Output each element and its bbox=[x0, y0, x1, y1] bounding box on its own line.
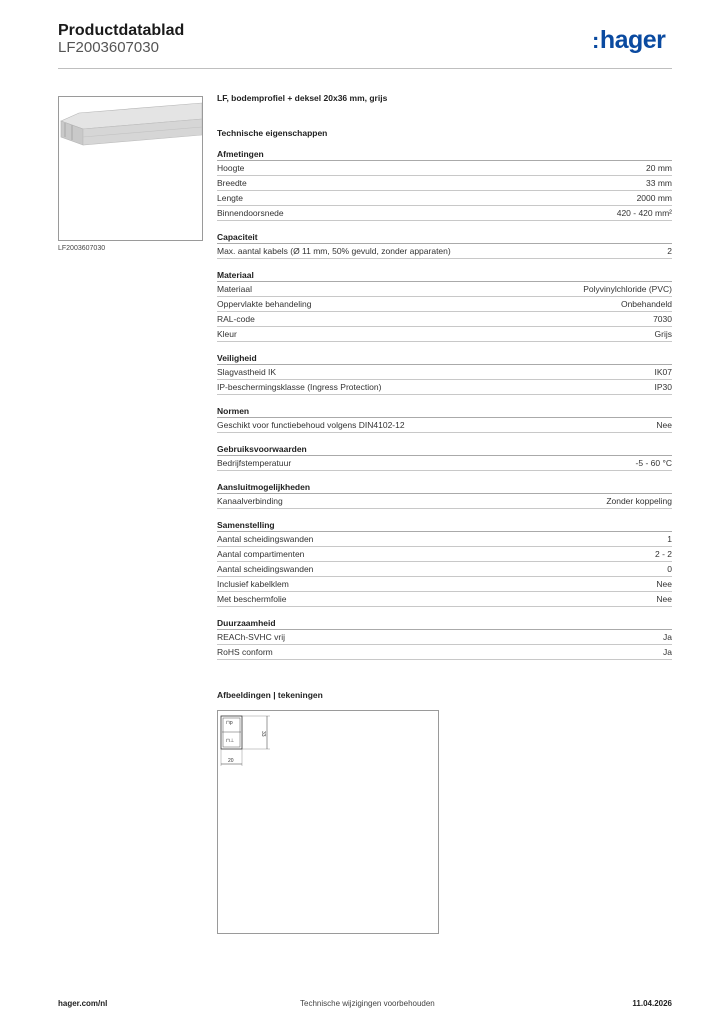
spec-label: Aantal scheidingswanden bbox=[217, 564, 314, 574]
image-caption: LF2003607030 bbox=[58, 245, 106, 252]
spec-row bbox=[217, 532, 672, 547]
dimension-width-label: 20 bbox=[228, 758, 234, 764]
spec-value: IK07 bbox=[654, 367, 672, 377]
spec-value: 2 - 2 bbox=[654, 549, 672, 559]
spec-row bbox=[217, 577, 672, 592]
spec-label: Hoogte bbox=[217, 163, 245, 173]
spec-section bbox=[217, 519, 672, 607]
section-title: Normen bbox=[217, 405, 672, 418]
spec-row bbox=[217, 176, 672, 191]
spec-row bbox=[217, 282, 672, 297]
spec-label: Oppervlakte behandeling bbox=[217, 299, 312, 309]
section-title: Capaciteit bbox=[217, 231, 672, 244]
spec-row bbox=[217, 161, 672, 176]
spec-value: 20 mm bbox=[646, 163, 672, 173]
spec-section bbox=[217, 617, 672, 660]
spec-row bbox=[217, 244, 672, 259]
section-title: Aansluitmogelijkheden bbox=[217, 481, 672, 494]
spec-section bbox=[217, 352, 672, 395]
spec-section bbox=[217, 443, 672, 471]
section-title: Gebruiksvoorwaarden bbox=[217, 443, 672, 456]
spec-section bbox=[217, 231, 672, 259]
section-title: Veiligheid bbox=[217, 352, 672, 365]
spec-label: Breedte bbox=[217, 178, 247, 188]
logo-text: hager bbox=[599, 26, 666, 54]
technical-properties-heading: Technische eigenschappen bbox=[217, 128, 328, 138]
spec-value: 2 bbox=[667, 246, 672, 256]
spec-section bbox=[217, 405, 672, 433]
footer-website: hager.com/nl bbox=[58, 999, 108, 1008]
spec-value: -5 - 60 °C bbox=[635, 458, 672, 468]
spec-row bbox=[217, 327, 672, 342]
spec-sections bbox=[217, 148, 672, 660]
footer-disclaimer: Technische wijzigingen voorbehouden bbox=[300, 999, 435, 1008]
spec-section bbox=[217, 269, 672, 342]
spec-value: 2000 mm bbox=[636, 193, 672, 203]
spec-value: Nee bbox=[656, 594, 672, 604]
spec-row bbox=[217, 592, 672, 607]
spec-label: RoHS conform bbox=[217, 647, 273, 657]
spec-label: RAL-code bbox=[217, 314, 255, 324]
spec-row bbox=[217, 418, 672, 433]
section-title: Samenstelling bbox=[217, 519, 672, 532]
spec-label: Inclusief kabelklem bbox=[217, 579, 289, 589]
spec-value: Zonder koppeling bbox=[606, 496, 672, 506]
footer-date: 11.04.2026 bbox=[632, 999, 672, 1008]
spec-value: 33 mm bbox=[646, 178, 672, 188]
spec-value: Nee bbox=[656, 579, 672, 589]
spec-row bbox=[217, 547, 672, 562]
product-code: LF2003607030 bbox=[58, 39, 159, 56]
svg-text:⊓p: ⊓p bbox=[226, 720, 233, 726]
svg-text:⊓⊥: ⊓⊥ bbox=[226, 738, 235, 744]
spec-row bbox=[217, 297, 672, 312]
spec-label: Slagvastheid IK bbox=[217, 367, 277, 377]
cable-duct-illustration bbox=[59, 97, 202, 240]
spec-label: Kanaalverbinding bbox=[217, 496, 283, 506]
spec-row bbox=[217, 206, 672, 221]
spec-value: Polyvinylchloride (PVC) bbox=[583, 284, 672, 294]
spec-row bbox=[217, 456, 672, 471]
section-title: Afmetingen bbox=[217, 148, 672, 161]
duct-cross-section-drawing bbox=[218, 711, 438, 933]
hager-logo: :hager bbox=[592, 26, 666, 54]
product-image bbox=[58, 96, 203, 241]
spec-row bbox=[217, 494, 672, 509]
spec-label: Max. aantal kabels (Ø 11 mm, 50% gevuld, zonder apparaten) bbox=[217, 246, 451, 256]
spec-value: Nee bbox=[656, 420, 672, 430]
spec-section bbox=[217, 481, 672, 509]
spec-value: Onbehandeld bbox=[620, 299, 672, 309]
dimension-height-label: 33 bbox=[260, 731, 266, 737]
specifications-panel bbox=[217, 93, 672, 660]
spec-label: Geschikt voor functiebehoud volgens DIN4102-12 bbox=[217, 420, 405, 430]
technical-drawing bbox=[217, 710, 439, 934]
spec-value: Grijs bbox=[654, 329, 672, 339]
spec-value: IP30 bbox=[654, 382, 672, 392]
spec-label: Met beschermfolie bbox=[217, 594, 287, 604]
spec-row bbox=[217, 380, 672, 395]
spec-label: Lengte bbox=[217, 193, 243, 203]
spec-row bbox=[217, 630, 672, 645]
section-title: Materiaal bbox=[217, 269, 672, 282]
spec-label: Aantal compartimenten bbox=[217, 549, 305, 559]
spec-label: Binnendoorsnede bbox=[217, 208, 284, 218]
spec-row bbox=[217, 562, 672, 577]
product-title: LF, bodemprofiel + deksel 20x36 mm, grijs bbox=[217, 93, 388, 103]
spec-value: 420 - 420 mm² bbox=[616, 208, 672, 218]
spec-row bbox=[217, 365, 672, 380]
spec-label: Materiaal bbox=[217, 284, 252, 294]
spec-row bbox=[217, 312, 672, 327]
figures-heading: Afbeeldingen | tekeningen bbox=[217, 690, 323, 700]
spec-value: Ja bbox=[663, 647, 672, 657]
spec-label: Aantal scheidingswanden bbox=[217, 534, 314, 544]
spec-value: 7030 bbox=[653, 314, 672, 324]
spec-row bbox=[217, 645, 672, 660]
spec-value: 1 bbox=[667, 534, 672, 544]
section-title: Duurzaamheid bbox=[217, 617, 672, 630]
page-title: Productdatablad bbox=[58, 22, 185, 39]
spec-section bbox=[217, 148, 672, 221]
header-divider bbox=[58, 68, 672, 69]
spec-label: Bedrijfstemperatuur bbox=[217, 458, 292, 468]
spec-row bbox=[217, 191, 672, 206]
spec-label: REACh-SVHC vrij bbox=[217, 632, 286, 642]
spec-label: Kleur bbox=[217, 329, 237, 339]
spec-value: 0 bbox=[667, 564, 672, 574]
spec-value: Ja bbox=[663, 632, 672, 642]
spec-label: IP-beschermingsklasse (Ingress Protection) bbox=[217, 382, 382, 392]
